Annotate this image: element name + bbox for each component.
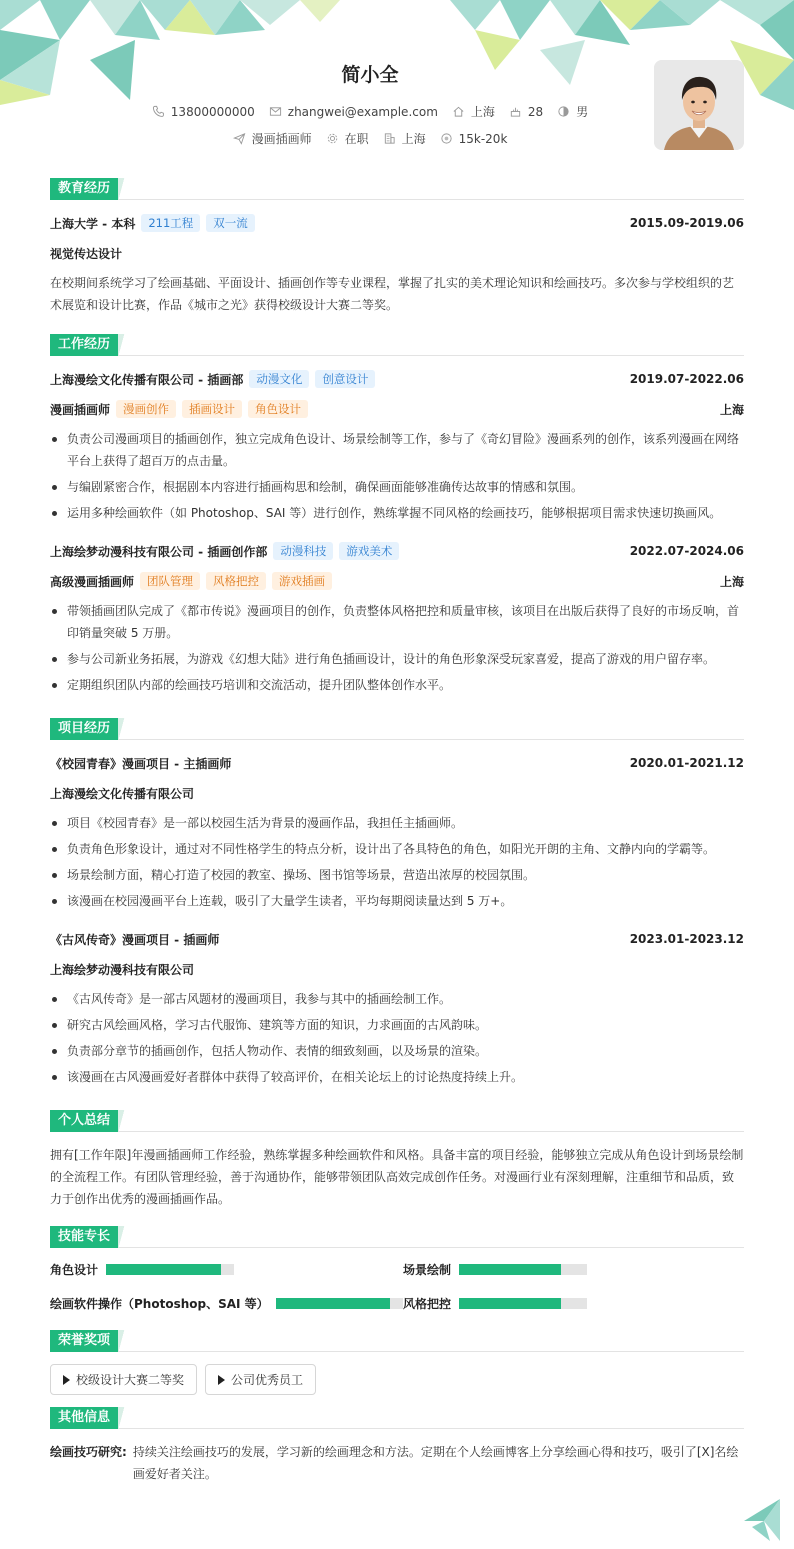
- work-section: [50, 334, 744, 696]
- skill-item: [50, 1260, 403, 1278]
- section-title-honors: 荣誉奖项: [50, 1330, 118, 1352]
- summary-text: 拥有[工作年限]年漫画插画师工作经验，熟练掌握多种绘画软件和风格。具备丰富的项目经验，能够独立完成从角色设计到场景绘制的全流程工作。有团队管理经验，善于沟通协作，能够带领团队高效完成创作任务。对漫画行业有深刻理解，注重细节和品质，致力于创作出优秀的漫画插画作品。: [50, 1148, 744, 1206]
- section-title-skills: 技能专长: [50, 1226, 118, 1248]
- project-title-row: [50, 752, 744, 774]
- skill-item: [403, 1260, 744, 1278]
- company-tag: 动漫文化: [249, 370, 309, 388]
- summary-section: [50, 1110, 744, 1210]
- role-name: 高级漫画插画师: [50, 574, 135, 589]
- home-icon: [452, 105, 465, 118]
- project-company: 上海绘梦动漫科技有限公司: [50, 962, 195, 977]
- awards-list: [50, 1364, 744, 1395]
- section-header: [50, 1407, 744, 1429]
- skill-bar: [106, 1264, 234, 1275]
- company-name: 上海漫绘文化传播有限公司 - 插画部: [50, 372, 244, 387]
- project-company-row: [50, 782, 744, 804]
- award-label: 校级设计大赛二等奖: [76, 1373, 185, 1387]
- salary-item: [440, 130, 508, 147]
- company-row: [50, 368, 744, 390]
- skill-item: [403, 1294, 744, 1312]
- other-info-key: 绘画技巧研究:: [50, 1445, 127, 1459]
- section-header: [50, 1226, 744, 1248]
- send-icon: [233, 132, 246, 145]
- work-period: 2019.07-2022.06: [629, 372, 744, 386]
- section-title-project: 项目经历: [50, 718, 118, 740]
- work-city: 上海: [719, 402, 744, 417]
- section-header: [50, 1330, 744, 1352]
- list-item: 运用多种绘画软件（如 Photoshop、SAI 等）进行创作，熟练掌握不同风格的绘画技巧，能够根据项目需求快速切换画风。: [50, 502, 744, 524]
- location-text: 上海: [470, 105, 495, 119]
- award-chip[interactable]: [205, 1364, 316, 1395]
- project-bullets: [50, 988, 744, 1088]
- list-item: 与编剧紧密合作，根据剧本内容进行插画构思和绘制，确保画面能够准确传达故事的情感和氛围。: [50, 476, 744, 498]
- gender-item: [557, 103, 588, 120]
- building-icon: [383, 132, 396, 145]
- age-text: 28: [527, 104, 544, 119]
- corner-decoration: [744, 1499, 780, 1541]
- play-icon: [218, 1375, 225, 1385]
- skill-bar: [459, 1298, 587, 1309]
- project-period: 2023.01-2023.12: [629, 932, 744, 946]
- city-item: [383, 130, 426, 147]
- project-title-row: [50, 928, 744, 950]
- role-row: [50, 398, 744, 420]
- skill-bar-fill: [106, 1264, 221, 1275]
- role-tag: 漫画创作: [116, 400, 176, 418]
- gender-icon: [557, 105, 570, 118]
- avatar: [654, 60, 744, 150]
- list-item: 该漫画在校园漫画平台上连载，吸引了大量学生读者，平均每期阅读量达到 5 万+。: [50, 890, 744, 912]
- skill-bar-fill: [459, 1264, 561, 1275]
- work-bullets: [50, 600, 744, 696]
- project-title: 《古风传奇》漫画项目 - 插画师: [50, 932, 220, 947]
- phone-item: [152, 103, 255, 120]
- role-tag: 团队管理: [140, 572, 200, 590]
- list-item: 《古风传奇》是一部古风题材的漫画项目，我参与其中的插画绘制工作。: [50, 988, 744, 1010]
- status-item: [326, 130, 369, 147]
- skill-name: 绘画软件操作（Photoshop、SAI 等）: [50, 1296, 269, 1311]
- skills-grid: [50, 1260, 744, 1312]
- award-chip[interactable]: [50, 1364, 197, 1395]
- location-item: [452, 103, 495, 120]
- school-name: 上海大学 - 本科: [50, 216, 136, 231]
- skill-bar: [276, 1298, 403, 1309]
- education-description: 在校期间系统学习了绘画基础、平面设计、插画创作等专业课程，掌握了扎实的美术理论知识和绘画技巧。多次参与学校组织的艺术展览和设计比赛，作品《城市之光》获得校级设计大赛二等奖。: [50, 276, 735, 312]
- project-company-row: [50, 958, 744, 980]
- work-period: 2022.07-2024.06: [629, 544, 744, 558]
- skill-name: 角色设计: [50, 1262, 99, 1277]
- phone-icon: [152, 105, 165, 118]
- section-title-education: 教育经历: [50, 178, 118, 200]
- section-header: [50, 1110, 744, 1132]
- education-row: [50, 212, 744, 234]
- position-text: 漫画插画师: [251, 132, 312, 146]
- project-section: [50, 718, 744, 1088]
- other-info-item: [50, 1441, 744, 1485]
- job-intent-row: [50, 130, 690, 147]
- mail-icon: [269, 105, 282, 118]
- other-info-value: 持续关注绘画技巧的发展，学习新的绘画理念和方法。定期在个人绘画博客上分享绘画心得和技巧，吸引了[X]名绘画爱好者关注。: [132, 1445, 739, 1481]
- email-text: zhangwei@example.com: [287, 104, 438, 119]
- company-name: 上海绘梦动漫科技有限公司 - 插画创作部: [50, 544, 268, 559]
- company-tag: 游戏美术: [339, 542, 399, 560]
- play-icon: [63, 1375, 70, 1385]
- skill-bar-fill: [459, 1298, 561, 1309]
- project-entry: [50, 752, 744, 912]
- role-row: [50, 570, 744, 592]
- role-tag: 风格把控: [206, 572, 266, 590]
- gender-text: 男: [576, 105, 589, 119]
- skills-section: [50, 1226, 744, 1312]
- skill-bar-fill: [276, 1298, 391, 1309]
- resume-page: [50, 0, 744, 1481]
- company-row: [50, 540, 744, 562]
- section-title-summary: 个人总结: [50, 1110, 118, 1132]
- section-header: [50, 334, 744, 356]
- education-section: [50, 178, 744, 316]
- list-item: 研究古风绘画风格，学习古代服饰、建筑等方面的知识，力求画面的古风韵味。: [50, 1014, 744, 1036]
- skill-item: [50, 1294, 403, 1312]
- project-company: 上海漫绘文化传播有限公司: [50, 786, 195, 801]
- phone-text: 13800000000: [170, 104, 255, 119]
- city-text: 上海: [401, 132, 426, 146]
- list-item: 该漫画在古风漫画爱好者群体中获得了较高评价，在相关论坛上的讨论热度持续上升。: [50, 1066, 744, 1088]
- list-item: 定期组织团队内部的绘画技巧培训和交流活动，提升团队整体创作水平。: [50, 674, 744, 696]
- list-item: 项目《校园青春》是一部以校园生活为背景的漫画作品，我担任主插画师。: [50, 812, 744, 834]
- list-item: 负责角色形象设计，通过对不同性格学生的特点分析，设计出了各具特色的角色，如阳光开朗的主角、文静内向的学霸等。: [50, 838, 744, 860]
- role-tag: 游戏插画: [272, 572, 332, 590]
- school-tag: 双一流: [206, 214, 255, 232]
- email-item: [269, 103, 438, 120]
- award-label: 公司优秀员工: [231, 1373, 304, 1387]
- salary-text: 15k-20k: [458, 131, 508, 146]
- list-item: 负责部分章节的插画创作，包括人物动作、表情的细致刻画，以及场景的渲染。: [50, 1040, 744, 1062]
- education-period: 2015.09-2019.06: [629, 216, 744, 230]
- coin-icon: [440, 132, 453, 145]
- role-tag: 角色设计: [248, 400, 308, 418]
- company-tag: 创意设计: [315, 370, 375, 388]
- gear-icon: [326, 132, 339, 145]
- list-item: 带领插画团队完成了《都市传说》漫画项目的创作，负责整体风格把控和质量审核，该项目在出版后获得了良好的市场反响，首印销量突破 5 万册。: [50, 600, 744, 644]
- candidate-name: 简小全: [341, 64, 399, 86]
- other-section: [50, 1407, 744, 1485]
- list-item: 场景绘制方面，精心打造了校园的教室、操场、图书馆等场景，营造出浓厚的校园氛围。: [50, 864, 744, 886]
- position-item: [233, 130, 312, 147]
- work-entry: [50, 368, 744, 524]
- role-name: 漫画插画师: [50, 402, 111, 417]
- company-tag: 动漫科技: [273, 542, 333, 560]
- age-item: [509, 103, 543, 120]
- project-bullets: [50, 812, 744, 912]
- project-entry: [50, 928, 744, 1088]
- major-row: [50, 242, 744, 264]
- work-city: 上海: [719, 574, 744, 589]
- skill-bar: [459, 1264, 587, 1275]
- work-entry: [50, 540, 744, 696]
- role-tag: 插画设计: [182, 400, 242, 418]
- project-title: 《校园青春》漫画项目 - 主插画师: [50, 756, 232, 771]
- skill-name: 场景绘制: [403, 1262, 452, 1277]
- work-bullets: [50, 428, 744, 524]
- project-period: 2020.01-2021.12: [629, 756, 744, 770]
- skill-name: 风格把控: [403, 1296, 452, 1311]
- section-header: [50, 718, 744, 740]
- contact-row: [50, 103, 690, 120]
- section-title-other: 其他信息: [50, 1407, 118, 1429]
- section-header: [50, 178, 744, 200]
- status-text: 在职: [344, 132, 369, 146]
- cake-icon: [509, 105, 522, 118]
- major-name: 视觉传达设计: [50, 246, 123, 261]
- section-title-work: 工作经历: [50, 334, 118, 356]
- resume-header: [50, 0, 744, 162]
- avatar-photo: [654, 60, 744, 150]
- list-item: 负责公司漫画项目的插画创作，独立完成角色设计、场景绘制等工作，参与了《奇幻冒险》漫画系列的创作，该系列漫画在网络平台上获得了超百万的点击量。: [50, 428, 744, 472]
- honors-section: [50, 1330, 744, 1395]
- list-item: 参与公司新业务拓展，为游戏《幻想大陆》进行角色插画设计，设计的角色形象深受玩家喜爱，提高了游戏的用户留存率。: [50, 648, 744, 670]
- school-tag: 211工程: [141, 214, 200, 232]
